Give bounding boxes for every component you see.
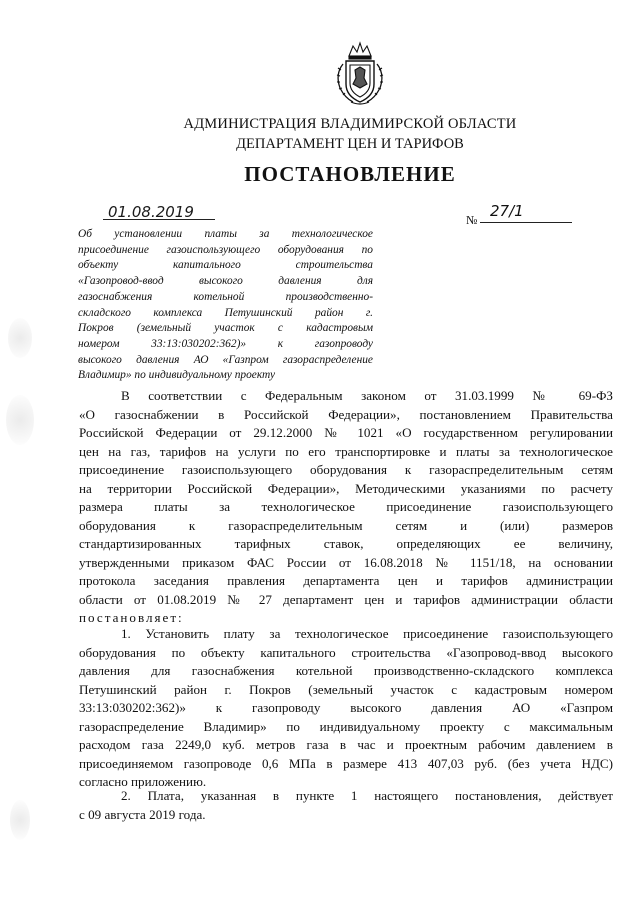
document-type-title: ПОСТАНОВЛЕНИЕ	[244, 162, 456, 186]
document-date: 01.08.2019	[108, 203, 194, 221]
subject-line: номером 33:13:030202:362)» к газопроводу	[78, 337, 373, 350]
subject-line: объекту капитального строительства	[78, 259, 373, 272]
coat-of-arms-emblem	[331, 40, 389, 106]
subject-line: Об установлении платы за технологическое	[78, 228, 373, 240]
body-line: размера платы за технологическое присоединение газоиспользующего	[79, 499, 613, 514]
organization-name: АДМИНИСТРАЦИЯ ВЛАДИМИРСКОЙ ОБЛАСТИ	[183, 116, 517, 132]
body-line: 1. Установить плату за технологическое присоединение газоиспользующего	[121, 626, 613, 641]
body-line: с 09 августа 2019 года.	[79, 806, 206, 822]
scan-artifact	[6, 395, 34, 445]
body-line: давления для газоснабжения котельной производственно-складского комплекса	[79, 663, 613, 678]
body-line: газораспределение Владимир» по индивидуальному проекту с максимальным	[79, 718, 613, 734]
body-line: В соответствии с Федеральным законом от 31.03.1999 № 69-ФЗ	[121, 388, 613, 403]
document-number: 27/1	[490, 202, 524, 220]
department-name: ДЕПАРТАМЕНТ ЦЕН И ТАРИФОВ	[236, 136, 464, 152]
body-line: Российской Федерации от 29.12.2000 № 1021 «О государственном регулировании	[79, 425, 613, 440]
body-line: оборудования по объекту капитального строительства «Газопровод-ввод высокого	[79, 644, 613, 660]
preamble-paragraph	[79, 387, 613, 628]
body-line: стандартизированных тарифных ставок, определяющих ее величину,	[79, 536, 613, 551]
body-line: присоединяемом газопроводе 0,6 МПа в размере 413 407,03 руб. (без учета НДС)	[79, 755, 613, 771]
resolves-word: постановляет:	[79, 610, 184, 625]
body-line: 33:13:030202:362)» к газопроводу высокого давления АО «Газпром	[79, 700, 613, 715]
body-line: Петушинский район г. Покров (земельный участок с кадастровым номером	[79, 681, 613, 697]
body-line: 2. Плата, указанная в пункте 1 настоящего постановления, действует	[121, 788, 613, 803]
subject-line: Владимир» по индивидуальному проекту	[78, 369, 276, 382]
body-line: на территории Российской Федерации», Методическими указаниями по расчету	[79, 480, 613, 496]
number-underline	[480, 222, 572, 223]
number-label: №	[466, 213, 478, 227]
body-line: согласно приложению.	[79, 774, 207, 789]
scan-artifact	[10, 800, 30, 840]
body-line: оборудования к газораспределительным сетям и (или) размеров	[79, 517, 613, 533]
subject-line: складского комплекса Петушинский район г.	[78, 306, 373, 319]
body-line: цен на газ, тарифов на услуги по его транспортировке и платы за технологическое	[79, 443, 613, 459]
body-line: присоединение газоиспользующего оборудования к газораспределительным сетям	[79, 462, 613, 477]
scan-artifact	[8, 318, 32, 358]
body-line: расходом газа 2249,0 куб. метров газа в час и проектным рабочим давлением в	[79, 737, 613, 752]
body-line: утвержденными приказом ФАС России от 16.08.2018 № 1151/18, на основании	[79, 554, 613, 570]
subject-line: Покров (земельный участок с кадастровым	[78, 322, 373, 335]
clause-2-paragraph	[79, 787, 613, 824]
subject-line: газоснабжения котельной производственно-	[78, 290, 373, 303]
subject-line: высокого давления АО «Газпром газораспределение	[78, 353, 373, 366]
body-line: «О газоснабжении в Российской Федерации», постановлением Правительства	[79, 406, 613, 422]
subject-line: «Газопровод-ввод высокого давления для	[78, 275, 373, 288]
document-subject	[78, 227, 373, 384]
body-line: области от 01.08.2019 № 27 департамент цен и тарифов администрации области	[79, 591, 613, 607]
date-underline	[103, 219, 215, 220]
clause-1-paragraph	[79, 625, 613, 792]
subject-line: присоединение газоиспользующего оборудования по	[78, 243, 373, 256]
body-line: протокола заседания правления департамента цен и тарифов администрации	[79, 573, 613, 588]
